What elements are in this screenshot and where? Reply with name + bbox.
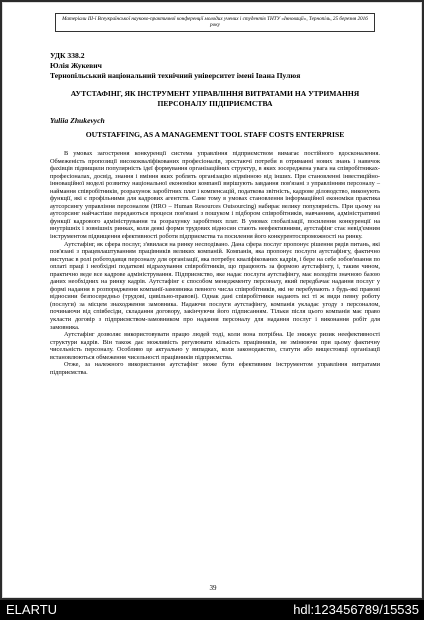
footer-bar	[0, 600, 424, 620]
paragraph: Аутстафінг дозволяє використовувати працю людей тоді, коли вона потрібна. Це знижує ризик неефективності структури кадрів. Він також дає можливість регулювати кількість працівників, не змінюючи при цьому фактичну чисельність персоналу. Особливо це актуально у випадках, коли законодавство, статути або вищестоящі організації встановлюються обмеження чисельності працівників підприємства.	[50, 331, 380, 361]
paragraph: Отже, за належного використання аутстафінг може бути ефективним інструментом управління витратами підприємства.	[50, 361, 380, 376]
article-body	[50, 150, 380, 376]
title-en: OUTSTAFFING, AS A MANAGEMENT TOOL STAFF COSTS ENTERPRISE	[85, 130, 345, 139]
page-number: 39	[209, 584, 217, 592]
paragraph: В умовах загострення конкуренції система управління підприємством вимагає постійного вдосконалення. Обмеженість пропозиції висококваліфікованих професіоналів, зростаючі потреби в отриманні нових знань і навичок фахівців підвищили популярність ідеї формування організаційних структур, в яких зосереджена увага на співробітниках-професіоналах, досвід, знання і вміння яких роблять організацію відмінною від інших. При становленні інвестиційно-інноваційної моделі розвитку національної економіки компанії вирішують завдання пов'язані з управлінням персоналу – наймання співробітників, розрахунок заробітних плат і компенсацій, податкова звітність, кадрове діловодство, виконують функції, які є профільними для кадрових агентств. Саме тому в умовах становлення інформаційної економіки практика аутсорсингу управління персоналом (HRO – Human Resources Outsourcing) набирає велику популярність. При цьому на аутсорсинг найчастіше передаються процеси пов'язані з пошуком і підбором співробітників, навчанням, адміністративні функції кадрового адміністрування та розрахунку заробітних плат. В умовах глобалізації, посилення конкуренції на внутрішніх і зовнішніх ринках, коли деякі форми трудових відносин стають неефективними, аутстафінг стає невід'ємним інструментом підвищення ефективності роботи підприємства та посилення його конкурентоспроможності на ринку.	[50, 150, 380, 241]
udk-code: УДК 338.2	[50, 51, 85, 60]
author-en: Yuliia Zhukevych	[50, 116, 105, 125]
document-page	[2, 2, 422, 598]
author-ua: Юлія Жукевич	[50, 61, 102, 70]
handle-id: hdl:123456789/15535	[293, 602, 419, 617]
header-note: Матеріали ІІІ-ї Всеукраїнської науково-практичної конференції молодих учених і студентів ТНТУ «Інновації», Тернопіль, 25 березня 2016 року	[55, 13, 375, 32]
repository-name: ELARTU	[6, 602, 58, 617]
university-name: Тернопільський національний технічний університет імені Івана Пулюя	[50, 71, 301, 80]
paragraph: Аутстафінг, як сфера послуг, з'явилася на ринку несподівано. Дана сфера послуг пропонує рішення рядів питань, які пов'язані з працевлаштуванням працівників великих компаній. Компанія, яка пропонує послуги аутстафінгу, фактично виступає в ролі роботодавця персоналу для організації, яка потребує кваліфікованих кадрів, і бере на себе зобов'язання по оплаті праці і необхідні податкові відрахування співробітників, що працюють за формою аутстафінгу, і, таким чином, практично веде все кадрове адміністрування. Підприємство, яке надає послуги аутстафінгу, має володіти значною базою даних необхідних на ринку кадрів. Аутстафінг є способом менеджменту персоналу, який передбачає надання послуг у формі надання в розпорядження компанії-замовника певного числа співробітників, які не перебувають з будь-які правові відносини безпосередньо (трудові, цивільно-правові). Однак дані співробітники надають всі ті ж види певну роботу (послуги) за місцем знаходження замовника. Надаючи послуги аутстафінгу, компанія укладає угоду з персоналом, починаючи від співбесіди, складання договору, закінчуючи його підписанням. Тільки після цього компанія має право укласти договір з підприємством-замовником про надання персоналу для надання послуг і виконання робіт для замовника.	[50, 240, 380, 331]
title-ua: АУТСТАФІНГ, ЯК ІНСТРУМЕНТ УПРАВЛІННЯ ВИТРАТАМИ НА УТРИМАННЯ ПЕРСОНАЛУ ПІДПРИЄМСТВА	[70, 89, 360, 108]
